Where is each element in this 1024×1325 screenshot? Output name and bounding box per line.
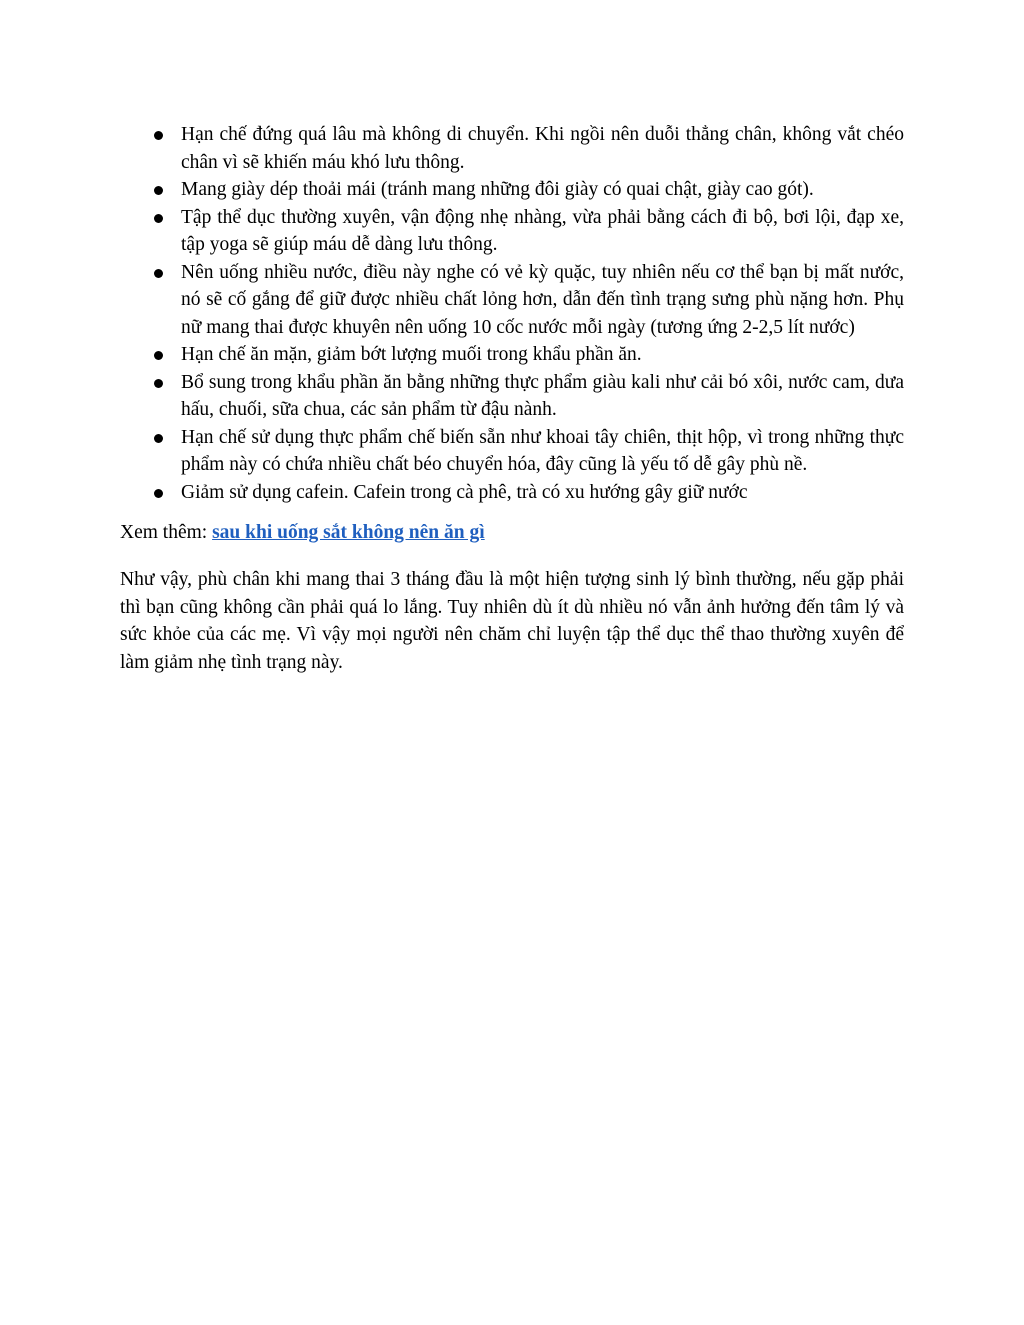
bullet-icon xyxy=(154,379,163,388)
bullet-icon xyxy=(154,131,163,140)
bullet-icon xyxy=(154,269,163,278)
list-item-text: Hạn chế đứng quá lâu mà không di chuyển. Khi ngồi nên duỗi thẳng chân, không vắt chéo chân vì sẽ khiến máu khó lưu thông. xyxy=(181,124,904,173)
list-item xyxy=(120,176,904,204)
bullet-icon xyxy=(154,434,163,443)
bullet-icon xyxy=(154,186,163,195)
bullet-icon xyxy=(154,351,163,360)
see-more-line xyxy=(120,519,904,547)
list-item xyxy=(120,204,904,259)
conclusion-paragraph: Như vậy, phù chân khi mang thai 3 tháng đầu là một hiện tượng sinh lý bình thường, nếu gặp phải thì bạn cũng không cần phải quá lo lắng. Tuy nhiên dù ít dù nhiều nó vẫn ảnh hưởng đến tâm lý và sức khỏe của các mẹ. Vì vậy mọi người nên chăm chỉ luyện tập thể dục thể thao thường xuyên để làm giảm nhẹ tình trạng này. xyxy=(120,569,904,673)
list-item xyxy=(120,424,904,479)
list-item xyxy=(120,369,904,424)
list-item xyxy=(120,259,904,342)
list-item-text: Hạn chế ăn mặn, giảm bớt lượng muối trong khẩu phần ăn. xyxy=(181,344,642,365)
tips-list xyxy=(120,121,904,506)
list-item-text: Giảm sử dụng cafein. Cafein trong cà phê, trà có xu hướng gây giữ nước xyxy=(181,481,748,503)
list-item-text: Hạn chế sử dụng thực phẩm chế biến sẵn như khoai tây chiên, thịt hộp, vì trong những thực phẩm này có chứa nhiều chất béo chuyển hóa, đây cũng là yếu tố dễ gây phù nề. xyxy=(181,426,904,475)
bullet-icon xyxy=(154,489,163,498)
see-more-link[interactable]: sau khi uống sắt không nên ăn gì xyxy=(212,522,485,543)
list-item-text: Bổ sung trong khẩu phần ăn bằng những thực phẩm giàu kali như cải bó xôi, nước cam, dưa hấu, chuối, sữa chua, các sản phẩm từ đậu nành. xyxy=(181,371,904,420)
list-item xyxy=(120,121,904,176)
document-content xyxy=(120,121,904,696)
list-item-text: Tập thể dục thường xuyên, vận động nhẹ nhàng, vừa phải bằng cách đi bộ, bơi lội, đạp xe, tập yoga sẽ giúp máu dễ dàng lưu thông. xyxy=(181,206,904,255)
see-more-prefix: Xem thêm: xyxy=(120,522,213,543)
list-item xyxy=(120,341,904,369)
list-item-text: Mang giày dép thoải mái (tránh mang những đôi giày có quai chật, giày cao gót). xyxy=(181,179,814,200)
list-item-text: Nên uống nhiều nước, điều này nghe có vẻ kỳ quặc, tuy nhiên nếu cơ thể bạn bị mất nước, nó sẽ cố gắng để giữ được nhiều chất lỏng hơn, dẫn đến tình trạng sưng phù nặng hơn. Phụ nữ mang thai được khuyên nên uống 10 cốc nước mỗi ngày (tương ứng 2-2,5 lít nước) xyxy=(181,261,904,338)
bullet-icon xyxy=(154,214,163,223)
list-item xyxy=(120,479,904,507)
